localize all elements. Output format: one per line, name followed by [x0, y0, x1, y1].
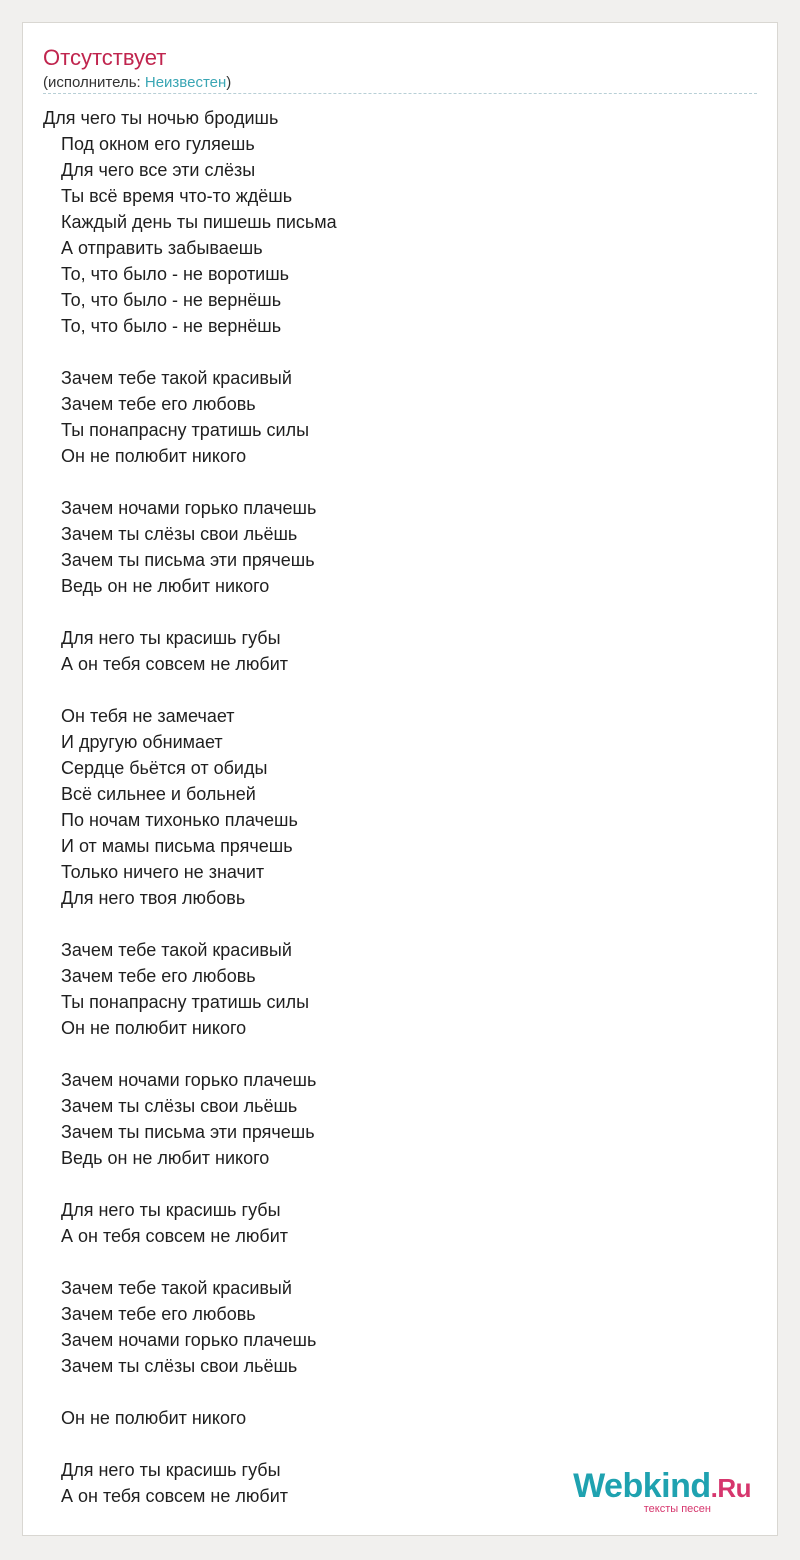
- lyric-line: И от мамы письма прячешь: [61, 836, 293, 856]
- song-title: Отсутствует: [43, 45, 167, 70]
- stanza-break: [43, 1431, 337, 1457]
- lyric-line: Он тебя не замечает: [61, 706, 235, 726]
- lyric-line: То, что было - не воротишь: [61, 264, 290, 284]
- lyric-line: Зачем ты письма эти прячешь: [61, 550, 315, 570]
- lyric-line: Ты понапрасну тратишь силы: [61, 992, 310, 1012]
- lyric-line: Зачем ты письма эти прячешь: [61, 1122, 315, 1142]
- lyric-line: Зачем тебе его любовь: [61, 1304, 256, 1324]
- lyrics-body: [43, 105, 337, 1509]
- lyric-line: Под окном его гуляешь: [61, 134, 255, 154]
- lyric-line: Ведь он не любит никого: [61, 576, 270, 596]
- divider: [43, 93, 757, 94]
- lyric-line: Для чего все эти слёзы: [61, 160, 256, 180]
- lyric-line: Для него ты красишь губы: [61, 1200, 281, 1220]
- lyric-line: Зачем тебе такой красивый: [61, 1278, 292, 1298]
- stanza-break: [43, 1379, 337, 1405]
- artist-suffix: ): [226, 74, 232, 91]
- lyric-line: Только ничего не значит: [61, 862, 265, 882]
- lyric-line: Для него твоя любовь: [61, 888, 246, 908]
- lyric-line: А отправить забываешь: [61, 238, 263, 258]
- lyric-line: А он тебя совсем не любит: [61, 654, 288, 674]
- artist-link[interactable]: Неизвестен: [144, 74, 227, 91]
- lyric-line: Зачем ночами горько плачешь: [61, 1330, 317, 1350]
- stanza-break: [43, 1171, 337, 1197]
- stanza-break: [43, 469, 337, 495]
- lyric-line: Зачем тебе его любовь: [61, 394, 256, 414]
- lyric-line: Ведь он не любит никого: [61, 1148, 270, 1168]
- stanza-break: [43, 599, 337, 625]
- lyric-line: Зачем ты слёзы свои льёшь: [61, 524, 298, 544]
- lyric-line: Ты понапрасну тратишь силы: [61, 420, 310, 440]
- lyric-line: А он тебя совсем не любит: [61, 1486, 288, 1506]
- lyric-line: Он не полюбит никого: [61, 1408, 247, 1428]
- artist-prefix: (исполнитель:: [43, 74, 145, 91]
- lyric-line: Для него ты красишь губы: [61, 628, 281, 648]
- site-watermark: [573, 1469, 751, 1515]
- lyric-line: Для него ты красишь губы: [61, 1460, 281, 1480]
- lyric-line: Для чего ты ночью бродишь: [43, 108, 279, 128]
- lyric-line: Он не полюбит никого: [61, 1018, 247, 1038]
- artist-line: [43, 73, 231, 93]
- stanza-break: [43, 911, 337, 937]
- lyric-line: Зачем ночами горько плачешь: [61, 1070, 317, 1090]
- lyric-line: И другую обнимает: [61, 732, 223, 752]
- stanza-break: [43, 339, 337, 365]
- watermark-tld: .Ru: [710, 1473, 751, 1503]
- lyric-line: Ты всё время что-то ждёшь: [61, 186, 293, 206]
- lyric-line: А он тебя совсем не любит: [61, 1226, 288, 1246]
- lyric-line: Каждый день ты пишешь письма: [61, 212, 337, 232]
- lyric-line: Он не полюбит никого: [61, 446, 247, 466]
- lyric-line: Всё сильнее и больней: [61, 784, 256, 804]
- watermark-subtitle: тексты песен: [643, 1503, 711, 1515]
- lyric-line: Зачем тебе его любовь: [61, 966, 256, 986]
- watermark-brand: Webkind: [573, 1467, 711, 1505]
- stanza-break: [43, 1041, 337, 1067]
- lyrics-card: [22, 22, 778, 1536]
- lyric-line: Зачем ночами горько плачешь: [61, 498, 317, 518]
- lyric-line: По ночам тихонько плачешь: [61, 810, 298, 830]
- lyric-line: Сердце бьётся от обиды: [61, 758, 268, 778]
- lyric-line: Зачем ты слёзы свои льёшь: [61, 1356, 298, 1376]
- lyric-line: Зачем ты слёзы свои льёшь: [61, 1096, 298, 1116]
- lyric-line: То, что было - не вернёшь: [61, 290, 282, 310]
- lyric-line: Зачем тебе такой красивый: [61, 940, 292, 960]
- watermark-logo: [573, 1469, 751, 1505]
- stanza-break: [43, 1249, 337, 1275]
- lyric-line: То, что было - не вернёшь: [61, 316, 282, 336]
- lyric-line: Зачем тебе такой красивый: [61, 368, 292, 388]
- stanza-break: [43, 677, 337, 703]
